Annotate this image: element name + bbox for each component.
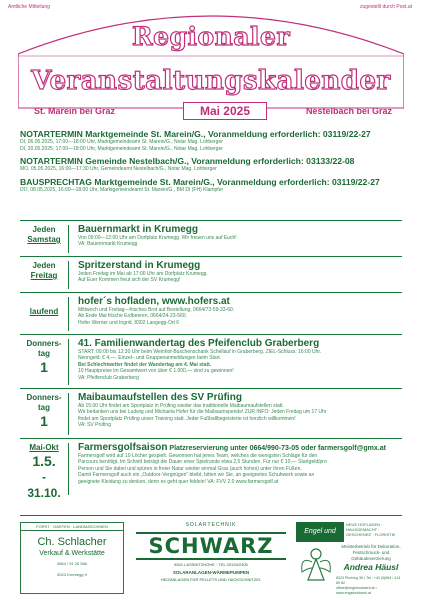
- event-date-line: tag: [38, 349, 50, 358]
- event-date-line: Jeden: [32, 261, 56, 270]
- event-text: Person und Sie dabei und spüren in freier Natur wieder einmal Gras (auch hohes) unter Ihren Füßen.: [78, 465, 302, 472]
- event-date-line: tag: [38, 403, 50, 412]
- event-text: geeignete Kleidung zu denken, denn es geht quer feldein! VA: FVV 2.0 www.farmersgolf.at: [78, 478, 279, 485]
- ad-category: SOLARTECHNIK: [185, 522, 237, 528]
- event-text: Mittwoch und Freitag—frisches Brot auf Bestellung, 0664/73-59-33-60.: [78, 307, 235, 313]
- notary-block: [20, 156, 402, 173]
- notary-block: [20, 129, 402, 152]
- ad-category-strip: FORST · GARTEN · LANDMASCHINEN: [21, 523, 123, 531]
- location-st-marein: St. Marein bei Graz: [34, 106, 116, 116]
- event-farmersgolf: [20, 438, 402, 515]
- event-title: hofer´s hofladen, www.hofers.at: [78, 296, 230, 307]
- event-maibaumaufstellen: [20, 388, 402, 438]
- event-date: [24, 339, 64, 375]
- event-date: [24, 393, 64, 429]
- event-text: Auf Euer Kommen freut sich der SV Krumegg!: [78, 277, 181, 284]
- notary-title: NOTARTERMIN Gemeinde Nestelbach/G., Voranmeldung erforderlich: 03133/22-08: [20, 156, 355, 167]
- ads-section: [20, 515, 402, 597]
- event-text: START: 09:00 bis 12:30 Uhr beim Weinhof-Buschenschank Schellauf in Graberberg. ZIEL-Schluss: 16:00 Uhr.: [78, 349, 322, 355]
- event-divider: [68, 261, 69, 289]
- ad-services: HEIZANLAGEN FÜR PELLETS UND HACKSCHNITZEL: [160, 577, 262, 582]
- event-date-line: laufend: [29, 307, 59, 316]
- event-date-line: Mai-Okt: [29, 443, 59, 452]
- event-text: Damit Farmersgolf auch ein „Outdoor-Vergnügen“ bleibt, bitten wir Sie, an geeignetes Schuhwerk sowie an: [78, 472, 315, 479]
- event-date-line: Donners-: [26, 339, 62, 348]
- event-spritzerstand: [20, 256, 402, 292]
- event-organizer: VA: SV Prüfing: [78, 422, 111, 429]
- event-divider: [68, 443, 69, 495]
- event-date-line: Donners-: [26, 393, 62, 402]
- event-title: Maibaumaufstellen des SV Prüfing: [78, 392, 242, 403]
- ad-solartechnik-schwarz: [136, 522, 286, 594]
- notary-line: DI, 20.05.2025, 17:00—18:00 Uhr, Marktgemeindeamt St. Marein/G., Notar Mag. Lohberger: [20, 145, 223, 152]
- event-title: [78, 442, 400, 453]
- event-title: Spritzerstand in Krumegg: [78, 260, 201, 271]
- ad-services: SOLARANLAGEN-WÄRMEPUMPEN: [172, 570, 250, 575]
- event-bauernmarkt: [20, 220, 402, 256]
- event-title-reservation: Platzreservierung unter 0664/990-73-05 oder farmersgolf@gmx.at: [167, 445, 386, 452]
- ad-company-name: Ch. Schlacher: [37, 536, 107, 548]
- ad-contact: 8301 LASSNITZHÖHE · TEL 03133/2305: [174, 562, 248, 567]
- event-date-start: 1.5.: [32, 453, 56, 469]
- event-hofladen: [20, 292, 402, 334]
- event-text: Hofer Werner und Ingrid, 8302 Langegg-Ort 6: [78, 319, 180, 326]
- event-divider: [68, 339, 69, 385]
- ad-contact-line: office@engelundwerk.at • www.engelundwerk.at: [336, 586, 377, 595]
- event-title-main: Farmersgolfsaison: [78, 442, 168, 453]
- notary-block: [20, 177, 402, 194]
- event-text: Ab 15:00 Uhr findet am Sportplatz in Prüfing wieder das traditionelle Maibaumaufstellen statt.: [78, 403, 284, 409]
- ad-contact: [336, 576, 402, 596]
- location-nestelbach: Nestelbach bei Graz: [305, 106, 392, 116]
- event-date: [24, 307, 64, 317]
- notary-line: MO, 05.05.2025, 16:00—17:30 Uhr, Gemeindeamt Nestelbach/G., Notar Mag. Lohberger: [20, 166, 217, 173]
- notary-title: BAUSPRECHTAG Marktgemeinde St. Marein/G., Voranmeldung erforderlich: 03119/22-27: [20, 176, 380, 187]
- event-divider: [68, 393, 69, 435]
- ad-logo: Engel und Werk: [296, 522, 344, 542]
- ad-contact-line: 8323 Pirching 36 • Tel.: +43 (0)664 / 413 89 82: [336, 576, 401, 585]
- title-veranstaltungskalender: Veranstaltungskalender: [31, 66, 391, 96]
- ad-person-name: Andrea Häusl: [343, 562, 399, 572]
- event-text: Ab Ende Mai frische Erdbeeren, 0664/24-23-560.: [78, 313, 187, 320]
- month-label: Mai 2025: [183, 102, 267, 120]
- event-date: [24, 443, 64, 501]
- ad-address: 8323 Krumegg 9: [57, 572, 87, 577]
- event-text: Von 09:00—12:00 Uhr am Dorfplatz Krumegg. Wir freuen uns auf Euch!: [78, 235, 237, 241]
- event-organizer: VA: Pfeifenclub Graberberg: [78, 374, 139, 381]
- event-title: Bauernmarkt in Krumegg: [78, 224, 199, 235]
- ad-tagline: NEUE HOFLADEN · HAUSGEMACHT · GESCHENKE · FLORISTIK: [346, 522, 396, 537]
- event-text: Wir bedanken uns bei Ludwig und Michaela Hofer für die Maibaumspende! ZUR INFO: Jeden Freitag um 17 Uhr: [78, 409, 327, 416]
- event-title: 41. Familienwandertag des Pfeifenclub Graberberg: [78, 338, 320, 349]
- location-bar: [28, 104, 394, 120]
- notary-line: DO, 08.05.2025, 16:00—18:00 Uhr, Marktgemeindeamt St. Marein/G., BM DI (FH) Klampfer: [20, 186, 224, 193]
- postal-delivery-label: zugestellt durch Post.at: [360, 4, 412, 10]
- official-notice-label: Amtliche Mitteilung: [8, 4, 50, 10]
- event-date: [24, 261, 64, 281]
- event-text: Parcours benötigt. Im Schnitt beträgt die Dauer einer Spielrunde etwa 2,5 Stunden. Für nur € 10,— Startgeld/pro: [78, 459, 327, 466]
- notary-line: DI, 06.05.2025, 17:00—18:00 Uhr, Marktgemeindeamt St. Marein/G., Notar Mag. Lohberger: [20, 139, 223, 145]
- notary-title: NOTARTERMIN Marktgemeinde St. Marein/G., Voranmeldung erforderlich: 03119/22-27: [20, 129, 371, 139]
- angel-icon: [298, 546, 334, 582]
- ad-phone: 0664 / 91 26 566: [56, 561, 88, 566]
- event-organizer: VA: Bauernmarkt Krumegg: [78, 241, 138, 248]
- event-date-line: Jeden: [32, 225, 56, 234]
- event-date-end: - 31.10.: [27, 470, 61, 500]
- event-date: [24, 225, 64, 245]
- event-divider: [68, 297, 69, 331]
- ad-company-name: SCHWARZ: [136, 532, 286, 560]
- ad-description: Meisterbetrieb für Dekoration, Festschmuck- und Gebäudeverzierung: [341, 544, 401, 561]
- event-date-line: Samstag: [27, 235, 61, 244]
- event-text: findet am Sportplatz Prüfing unser Training statt. Jeder Fußballbegeisterte ist herzlich willkommen!: [78, 415, 296, 422]
- event-text: Nenngeld: € 4,—. Einzel– und Gruppenanmeldungen beim Start.: [78, 355, 222, 362]
- event-text: Bei Schlechtwetter findet der Wandertag am 4. Mai statt.: [78, 361, 212, 368]
- event-familienwandertag: [20, 334, 402, 388]
- title-regionaler: Regionaler: [131, 22, 291, 51]
- notary-section: [20, 129, 402, 197]
- event-text: Jeden Freitag im Mai ab 17:00 Uhr am Dorfplatz Krumegg.: [78, 271, 208, 277]
- ad-subtitle: Verkauf & Werkstätte: [39, 550, 105, 557]
- event-text: Farmersgolf wird auf 10 Löcher gespielt. Gewonnen hat jenes Team, welches die wenigsten Schläge für den: [78, 453, 318, 459]
- event-text: 10 Hauptpreise im Gesamtwert von über € 1.000,— sind zu gewinnen!: [78, 368, 234, 375]
- event-divider: [68, 225, 69, 253]
- event-day-number: 1: [40, 359, 48, 375]
- event-day-number: 1: [40, 413, 48, 429]
- event-date-line: Freitag: [30, 271, 58, 280]
- ad-engel-und-werk: [296, 522, 402, 594]
- ad-schlacher: [20, 522, 124, 594]
